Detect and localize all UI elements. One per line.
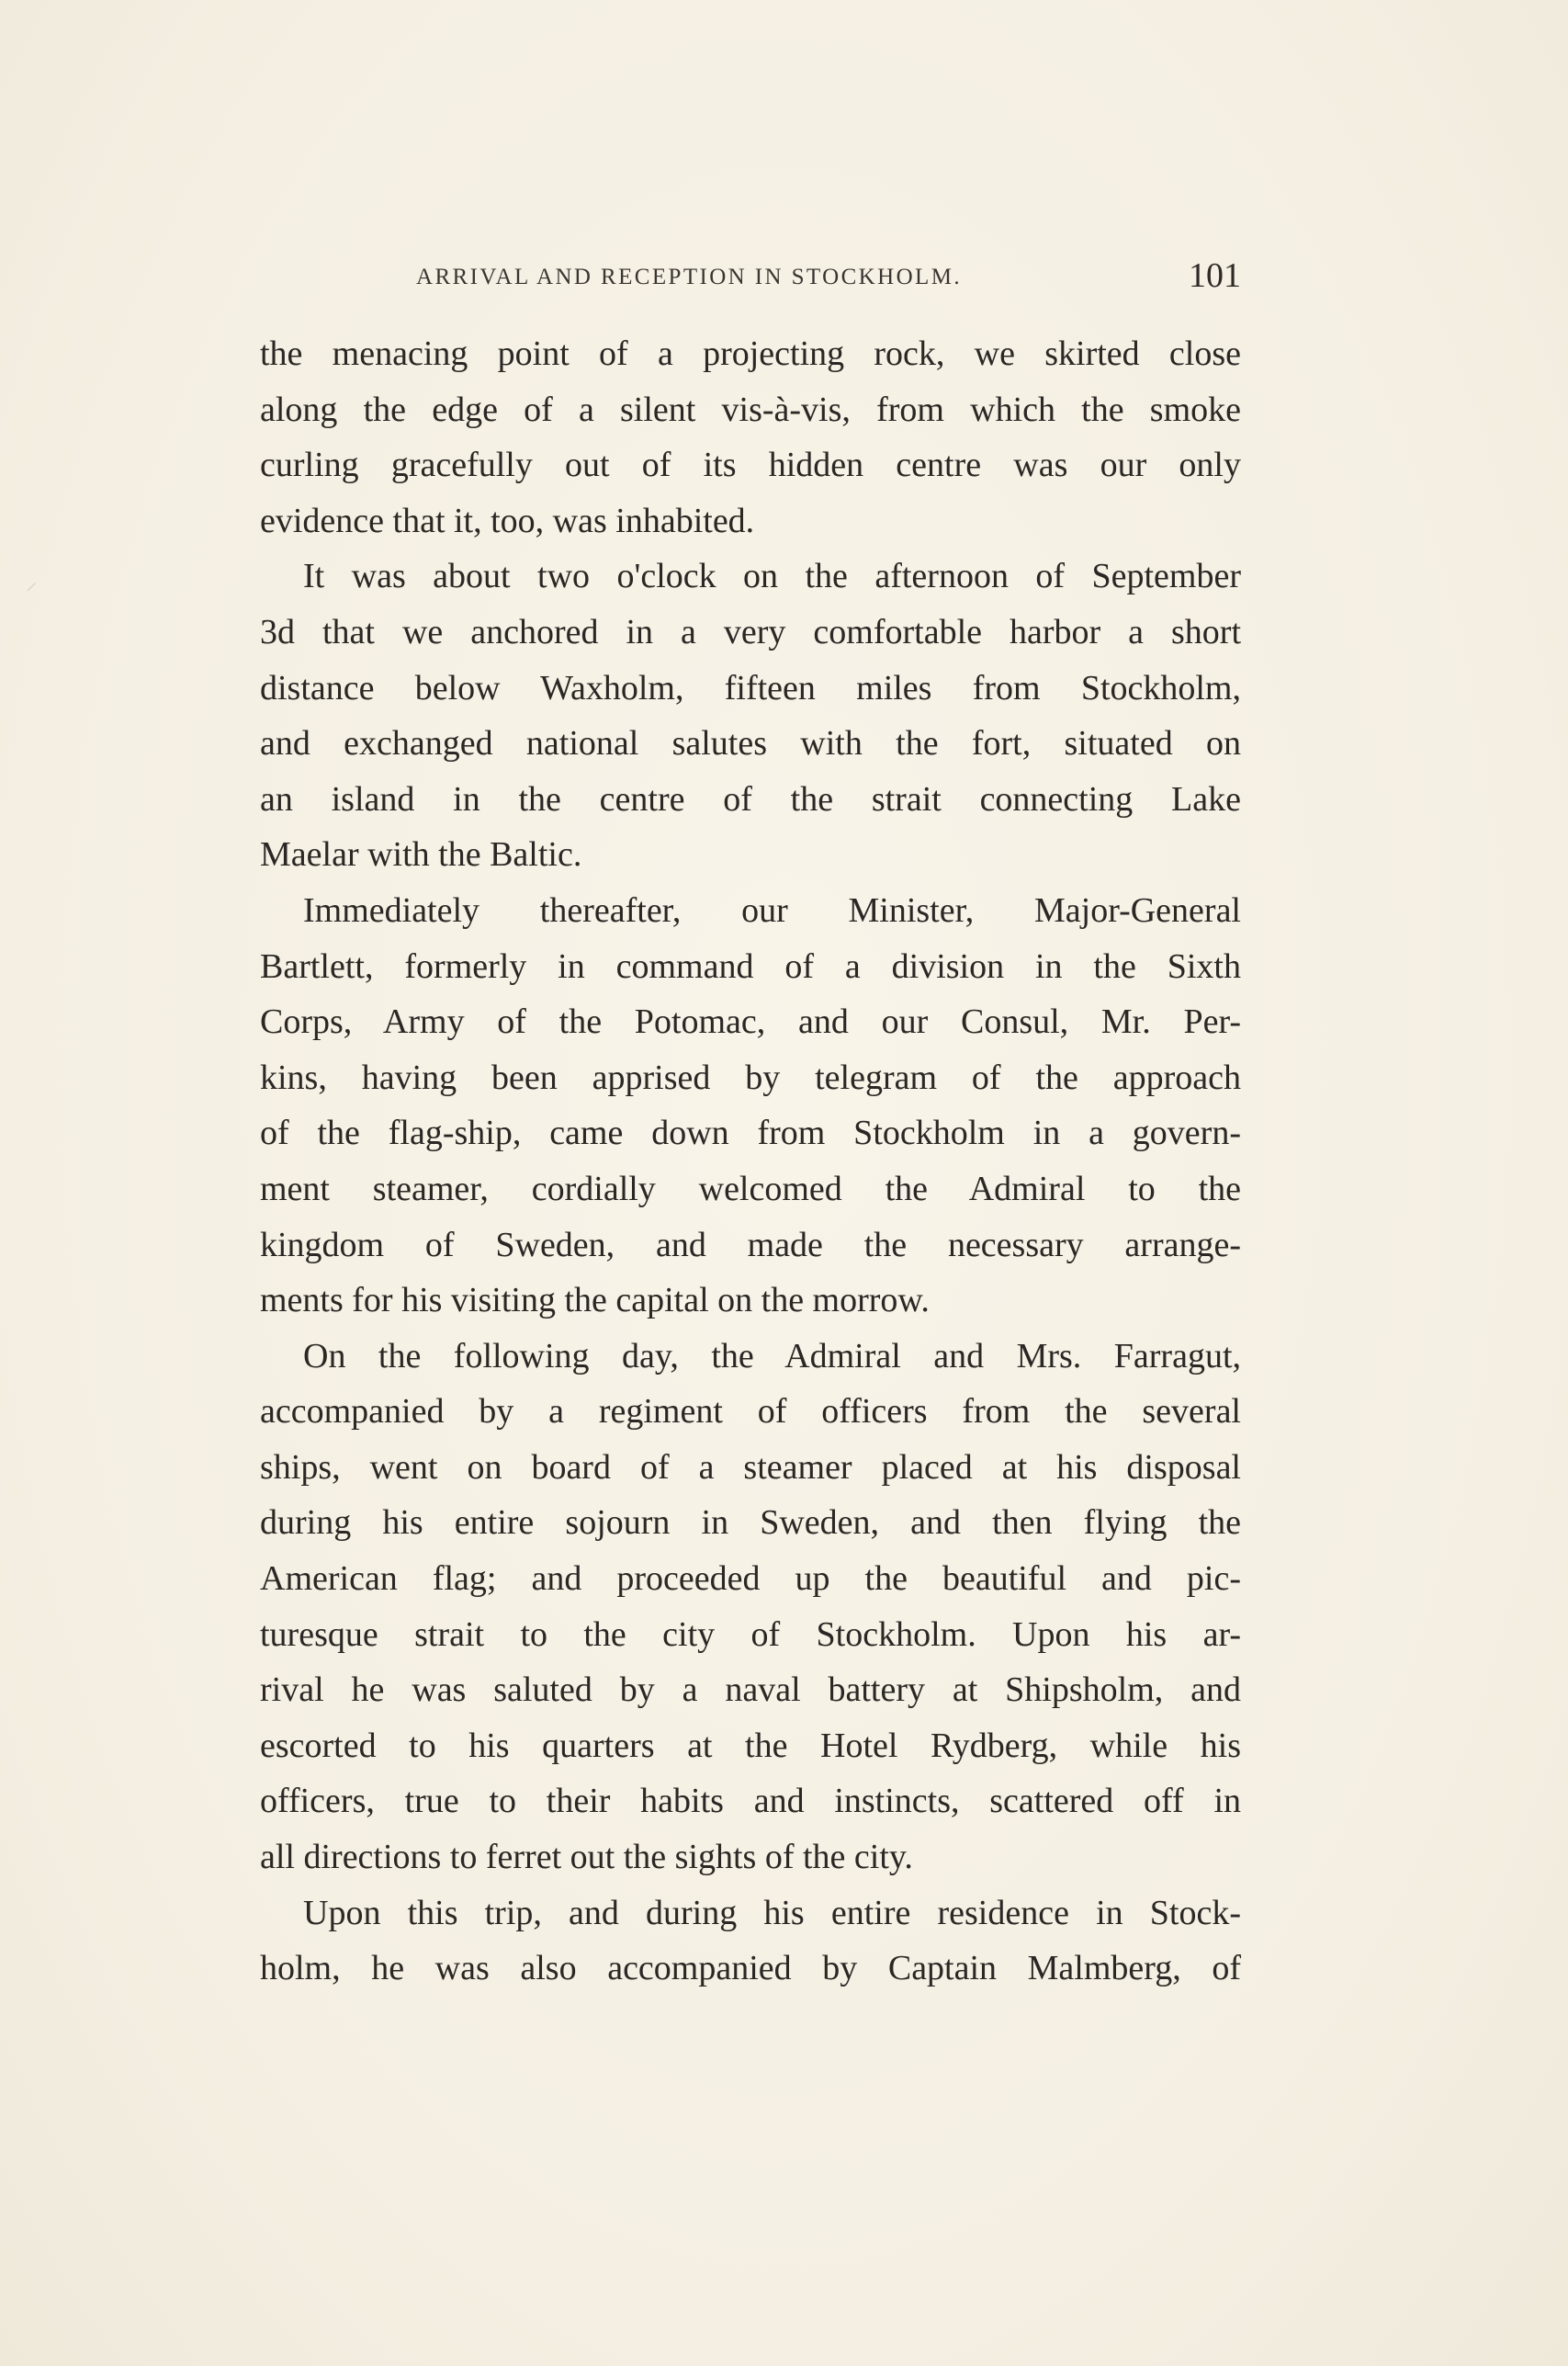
running-head [260,255,1241,298]
text-line: Corps, Army of the Potomac, and our Consul, Mr. Per- [260,1002,1241,1042]
text-line: during his entire sojourn in Sweden, and then flying the [260,1503,1241,1543]
paragraph [260,883,1241,1329]
text-line: kins, having been apprised by telegram of the approach [260,1058,1241,1097]
text-line: officers, true to their habits and instincts, scattered off in [260,1782,1241,1821]
text-line: all directions to ferret out the sights of the city. [260,1838,913,1877]
text-line: Immediately thereafter, our Minister, Major-General [303,890,1241,930]
paragraph [260,326,1241,549]
text-line: American flag; and proceeded up the beautiful and pic- [260,1559,1241,1599]
running-title: ARRIVAL AND RECEPTION IN STOCKHOLM. [416,265,962,289]
text-line: the menacing point of a projecting rock, we skirted close [260,334,1241,373]
text-line: escorted to his quarters at the Hotel Rydberg, while his [260,1726,1241,1765]
text-line: ships, went on board of a steamer placed at his disposal [260,1447,1241,1487]
paragraph [260,549,1241,883]
page-number: 101 [1189,256,1241,295]
margin-tick-mark [28,583,44,599]
text-line: turesque strait to the city of Stockholm. Upon his ar- [260,1614,1241,1654]
paragraph [260,1329,1241,1885]
text-line: distance below Waxholm, fifteen miles from Stockholm, [260,668,1241,708]
text-line: evidence that it, too, was inhabited. [260,501,755,540]
text-line: of the flag-ship, came down from Stockholm in a govern- [260,1114,1241,1153]
text-line: along the edge of a silent vis-à-vis, from which the smoke [260,390,1241,429]
text-line: holm, he was also accompanied by Captain Malmberg, of [260,1949,1241,1988]
text-line: ments for his visiting the capital on the morrow. [260,1281,930,1320]
text-line: and exchanged national salutes with the fort, situated on [260,724,1241,764]
text-line: On the following day, the Admiral and Mrs. Farragut, [303,1336,1241,1375]
text-line: curling gracefully out of its hidden centre was our only [260,446,1241,485]
text-line: Upon this trip, and during his entire residence in Stock- [303,1893,1241,1932]
text-line: It was about two o'clock on the afternoon of September [303,557,1241,596]
text-line: an island in the centre of the strait connecting Lake [260,779,1241,819]
paragraph [260,1885,1241,1997]
text-line: Bartlett, formerly in command of a division in the Sixth [260,946,1241,986]
text-line: Maelar with the Baltic. [260,835,582,875]
text-line: rival he was saluted by a naval battery at Shipsholm, and [260,1670,1241,1710]
text-line: accompanied by a regiment of officers from the several [260,1392,1241,1432]
body-text [260,326,1241,1997]
text-line: kingdom of Sweden, and made the necessary arrange- [260,1225,1241,1264]
text-line: 3d that we anchored in a very comfortable harbor a short [260,612,1241,651]
text-line: ment steamer, cordially welcomed the Admiral to the [260,1169,1241,1208]
